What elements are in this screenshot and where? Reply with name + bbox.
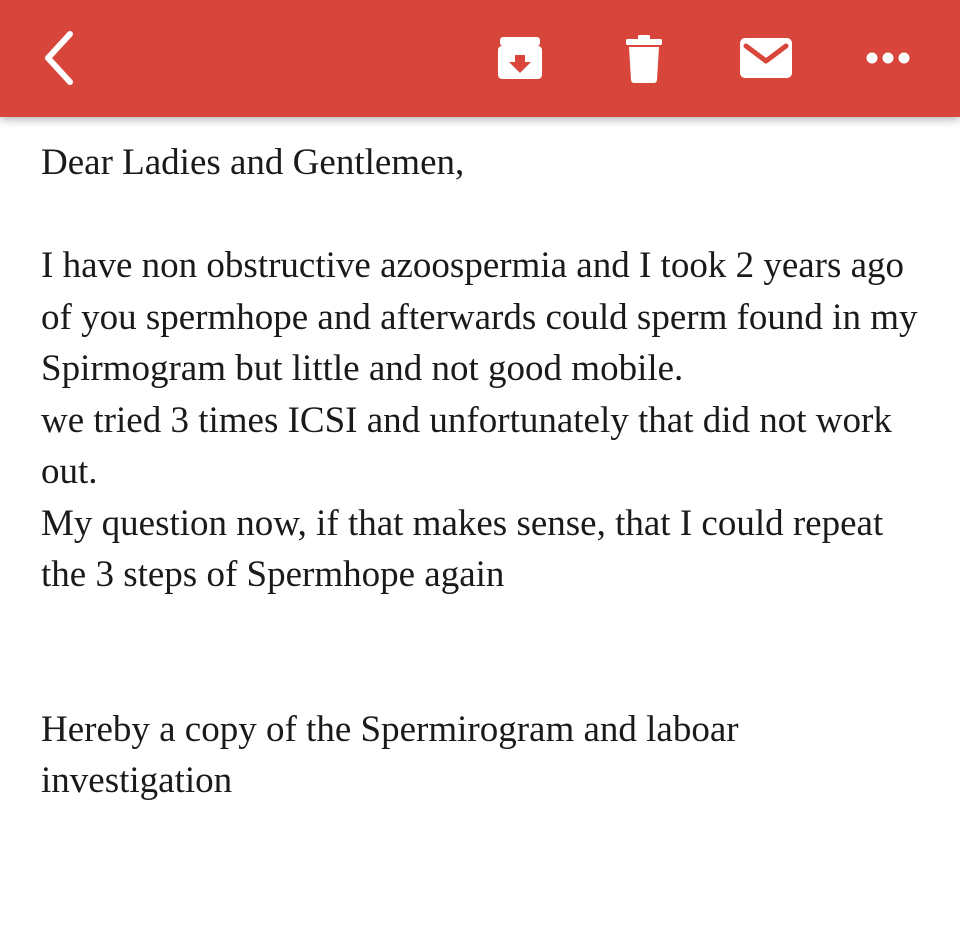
email-paragraph: My question now, if that makes sense, that I could repeat the 3 steps of Spermhope again bbox=[41, 502, 884, 595]
trash-icon bbox=[624, 33, 664, 88]
archive-button[interactable] bbox=[488, 28, 552, 92]
email-paragraph: I have non obstructive azoospermia and I took 2 years ago of you spermhope and afterwards could sperm found in my Spirmogram but little and not good mobile. bbox=[41, 245, 918, 389]
archive-icon bbox=[496, 34, 544, 87]
blank-lines bbox=[41, 601, 920, 704]
back-button[interactable] bbox=[28, 28, 88, 92]
email-paragraph: Hereby a copy of the Spermirogram and laboar investigation bbox=[41, 708, 739, 801]
top-toolbar bbox=[0, 0, 960, 117]
chevron-left-icon bbox=[38, 28, 78, 93]
email-greeting: Dear Ladies and Gentlemen, bbox=[41, 142, 465, 183]
delete-button[interactable] bbox=[612, 28, 676, 92]
mark-unread-button[interactable] bbox=[730, 28, 802, 92]
email-body bbox=[0, 117, 960, 930]
mail-icon bbox=[739, 37, 793, 84]
blank-line bbox=[41, 189, 920, 241]
more-horizontal-icon bbox=[865, 51, 911, 70]
email-paragraph: we tried 3 times ICSI and unfortunately that did not work out. bbox=[41, 399, 892, 492]
more-options-button[interactable] bbox=[856, 28, 920, 92]
